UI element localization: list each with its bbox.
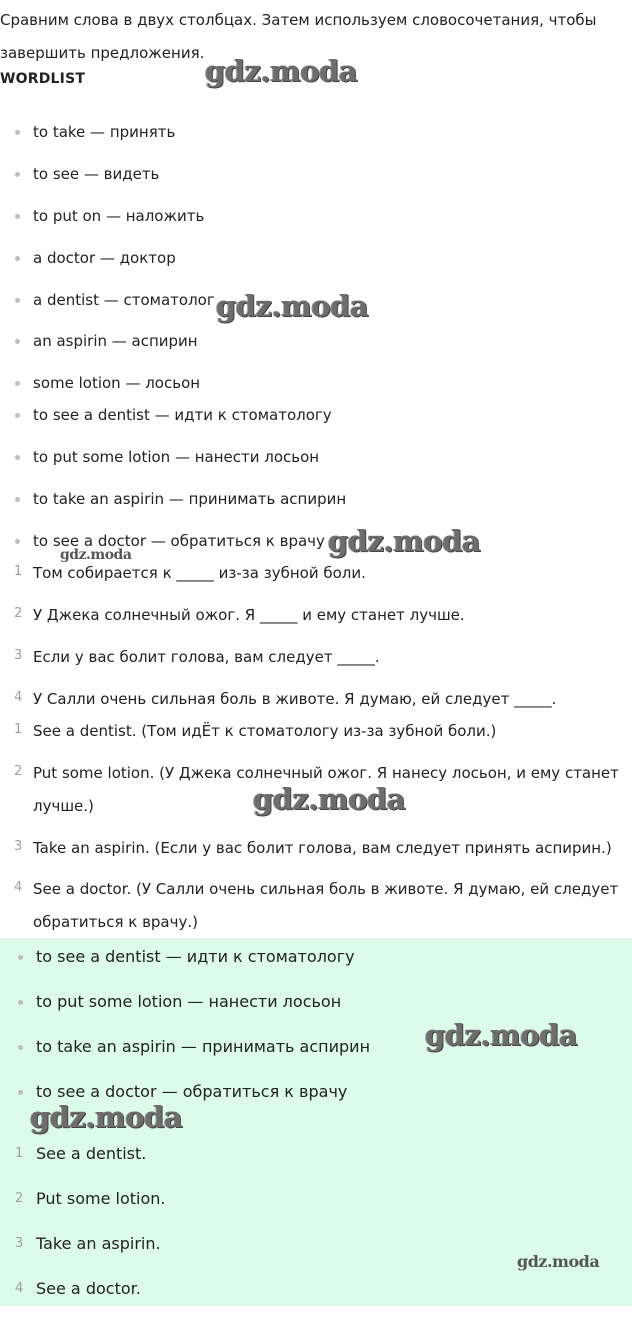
watermark-logo: gdz.moda [60,547,132,563]
watermark-logo: gdz.moda [517,1252,600,1271]
bullet-icon [18,955,23,960]
bullet-icon [15,339,20,344]
watermark-logo: gdz.moda [425,1018,578,1052]
intro-line-1: Сравним слова в двух столбцах. Затем используем словосочетания, чтобы [0,11,597,29]
bullet-icon [15,172,20,177]
watermark-logo: gdz.moda [205,54,358,88]
bullet-icon [18,1090,23,1095]
bullet-icon [15,497,20,502]
intro-line-2: завершить предложения. [0,44,205,62]
watermark-logo: gdz.moda [216,289,369,323]
bullet-icon [15,413,20,418]
bullet-icon [15,381,20,386]
wordlist-heading: WORDLIST [0,71,86,87]
bullet-icon [18,1045,23,1050]
watermark-logo: gdz.moda [30,1100,183,1134]
answer-box: to see a dentist — идти к стоматологу to put some lotion — нанести лосьон to take an aspirin — принимать аспирин to see a doctor — обратиться к врачу 1 See a dentist. 2 Put some lotion. 3 Take an aspirin. 4 See a doctor. [0,938,632,1306]
bullet-icon [15,214,20,219]
bullet-icon [15,130,20,135]
bullet-icon [18,1000,23,1005]
bullet-icon [15,455,20,460]
bullet-icon [15,256,20,261]
watermark-logo: gdz.moda [253,782,406,816]
watermark-logo: gdz.moda [328,524,481,558]
bullet-icon [15,298,20,303]
bullet-icon [15,539,20,544]
